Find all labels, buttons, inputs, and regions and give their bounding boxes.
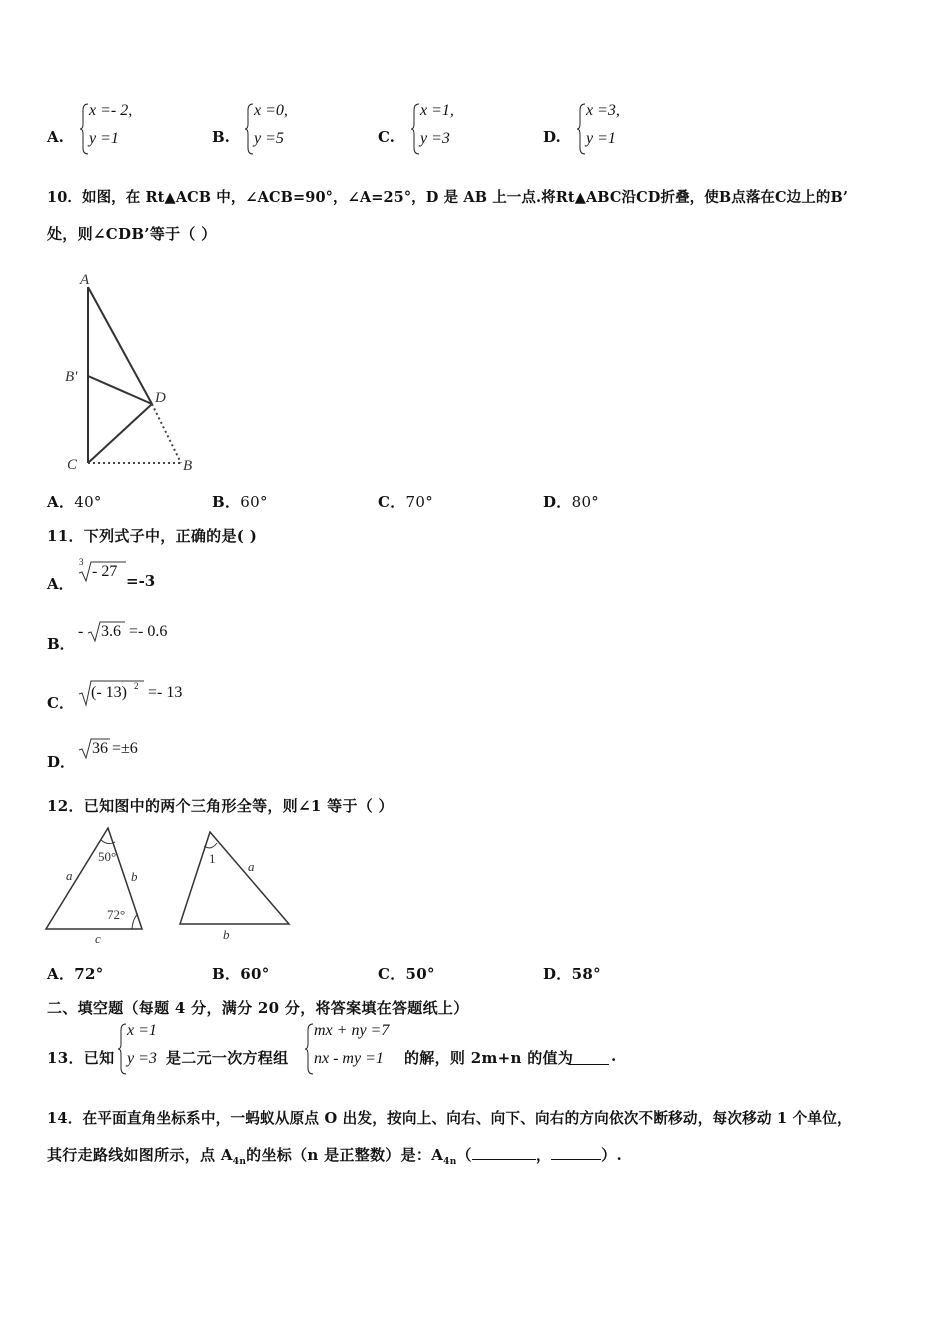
q12-option-b: B．60° bbox=[212, 965, 270, 983]
q11-option-c-label: C． bbox=[47, 694, 74, 712]
root-index: 3 bbox=[79, 557, 84, 567]
q12-figure bbox=[40, 822, 300, 947]
q11-option-b-label: B． bbox=[47, 635, 75, 653]
radicand: - 27 bbox=[92, 563, 118, 580]
q13-sol-y: y =3 bbox=[127, 1050, 157, 1067]
q9-option-a-eq2: y =1 bbox=[89, 130, 119, 147]
q14-answer-blank-x[interactable] bbox=[472, 1145, 536, 1160]
q9-option-d-eq1: x =3, bbox=[586, 102, 620, 119]
q13-eq1: mx + ny =7 bbox=[314, 1022, 390, 1039]
q9-option-b-eq2: y =5 bbox=[254, 130, 284, 147]
q11-option-b-expr bbox=[78, 620, 218, 650]
rhs: =-3 bbox=[126, 572, 156, 590]
q11-option-a-label: A． bbox=[47, 575, 74, 593]
label-c: C bbox=[67, 457, 78, 473]
radicand: 3.6 bbox=[101, 623, 121, 640]
tri2-angle-1: 1 bbox=[209, 851, 216, 866]
subscript: 4n bbox=[443, 1157, 457, 1167]
triangle-1 bbox=[46, 828, 142, 929]
q9-option-a-eq1: x =- 2, bbox=[89, 102, 133, 119]
q9-option-a-label: A. bbox=[47, 128, 64, 146]
rhs: =- 0.6 bbox=[129, 623, 168, 640]
q13-suffix: 的解，则 2m+n 的值为 bbox=[404, 1049, 574, 1067]
tri1-side-a: a bbox=[66, 868, 73, 883]
q12-option-a: A．72° bbox=[47, 965, 104, 983]
q9-option-b-system bbox=[245, 102, 335, 158]
q9-option-d-eq2: y =1 bbox=[586, 130, 616, 147]
q10-option-b: B．60° bbox=[212, 493, 268, 511]
q9-option-b-eq1: x =0, bbox=[254, 102, 288, 119]
q11-option-c-expr bbox=[78, 679, 218, 711]
q9-option-a-system bbox=[80, 102, 170, 158]
q11-option-a-expr bbox=[78, 557, 198, 590]
q11-option-d-label: D． bbox=[47, 753, 76, 771]
tri1-bottom-angle: 72° bbox=[107, 907, 126, 922]
q14-line1: 14．在平面直角坐标系中，一蚂蚁从原点 O 出发，按向上、向右、向下、向右的方向依次不断移动，每次移动 1 个单位， bbox=[47, 1110, 852, 1127]
q12-option-d: D．58° bbox=[543, 965, 601, 983]
label-a: A bbox=[80, 272, 90, 288]
tri1-side-c: c bbox=[95, 931, 101, 946]
segment-db-dotted bbox=[152, 404, 181, 463]
q10-stem-line1: 10．如图，在 Rt▲ACB 中，∠ACB=90°，∠A=25°，D 是 AB 上一点.将Rt▲ABC沿CD折叠，使B点落在C边上的B’ bbox=[47, 189, 848, 206]
section-2-heading: 二、填空题（每题 4 分，满分 20 分，将答案填在答题纸上） bbox=[47, 999, 469, 1017]
radicand: 36 bbox=[92, 740, 108, 757]
q12-stem: 12．已知图中的两个三角形全等，则∠1 等于（ ） bbox=[47, 797, 394, 815]
label-b: B bbox=[183, 458, 193, 474]
q9-option-d-label: D. bbox=[543, 128, 561, 146]
q12-option-c: C．50° bbox=[378, 965, 435, 983]
q13-eq2: nx - my =1 bbox=[314, 1050, 384, 1067]
q10-figure bbox=[55, 265, 215, 480]
q13-equation-system bbox=[305, 1022, 405, 1078]
rhs: =- 13 bbox=[148, 684, 183, 701]
q13-solution-system bbox=[118, 1022, 168, 1078]
minus-sign: - bbox=[78, 623, 84, 640]
tri1-side-b: b bbox=[131, 869, 138, 884]
label-b-prime: B' bbox=[65, 369, 78, 385]
label-d: D bbox=[155, 390, 166, 406]
rhs: =±6 bbox=[112, 740, 138, 757]
segment-cd bbox=[88, 404, 152, 463]
q10-option-c: C．70° bbox=[378, 493, 434, 511]
q11-stem: 11．下列式子中，正确的是( ) bbox=[47, 527, 258, 545]
tri1-top-angle: 50° bbox=[98, 849, 117, 864]
tri2-side-a: a bbox=[248, 859, 255, 874]
q10-stem-line2: 处，则∠CDB’等于（ ） bbox=[47, 225, 217, 243]
q10-option-a: A．40° bbox=[47, 493, 102, 511]
q10-option-d: D．80° bbox=[543, 493, 600, 511]
triangle-2 bbox=[180, 832, 289, 924]
q11-option-d-expr bbox=[78, 737, 178, 767]
q14-answer-blank-y[interactable] bbox=[551, 1145, 601, 1160]
q9-option-c-system bbox=[411, 102, 501, 158]
exponent: 2 bbox=[134, 681, 139, 691]
q9-option-c-eq2: y =3 bbox=[420, 130, 450, 147]
q13-sol-x: x =1 bbox=[127, 1022, 157, 1039]
q9-option-c-label: C. bbox=[378, 128, 395, 146]
radicand: (- 13) bbox=[91, 684, 127, 701]
q13-mid: 是二元一次方程组 bbox=[166, 1049, 289, 1067]
q9-option-d-system bbox=[577, 102, 667, 158]
q9-option-c-eq1: x =1, bbox=[420, 102, 454, 119]
q9-option-b-label: B. bbox=[212, 128, 230, 146]
q14-line2: 其行走路线如图所示，点 $A_{4n}$的坐标（n 是正整数）是：$A_{4n}$（ ， ）. bbox=[47, 1146, 622, 1167]
q13-end: . bbox=[611, 1047, 617, 1065]
segment-bprime-d bbox=[88, 376, 152, 404]
q13-prefix: 13．已知 bbox=[47, 1049, 115, 1067]
subscript: 4n bbox=[232, 1157, 247, 1167]
segment-ad bbox=[88, 287, 152, 404]
q13-answer-blank[interactable] bbox=[569, 1050, 609, 1065]
tri2-side-b: b bbox=[223, 927, 230, 942]
